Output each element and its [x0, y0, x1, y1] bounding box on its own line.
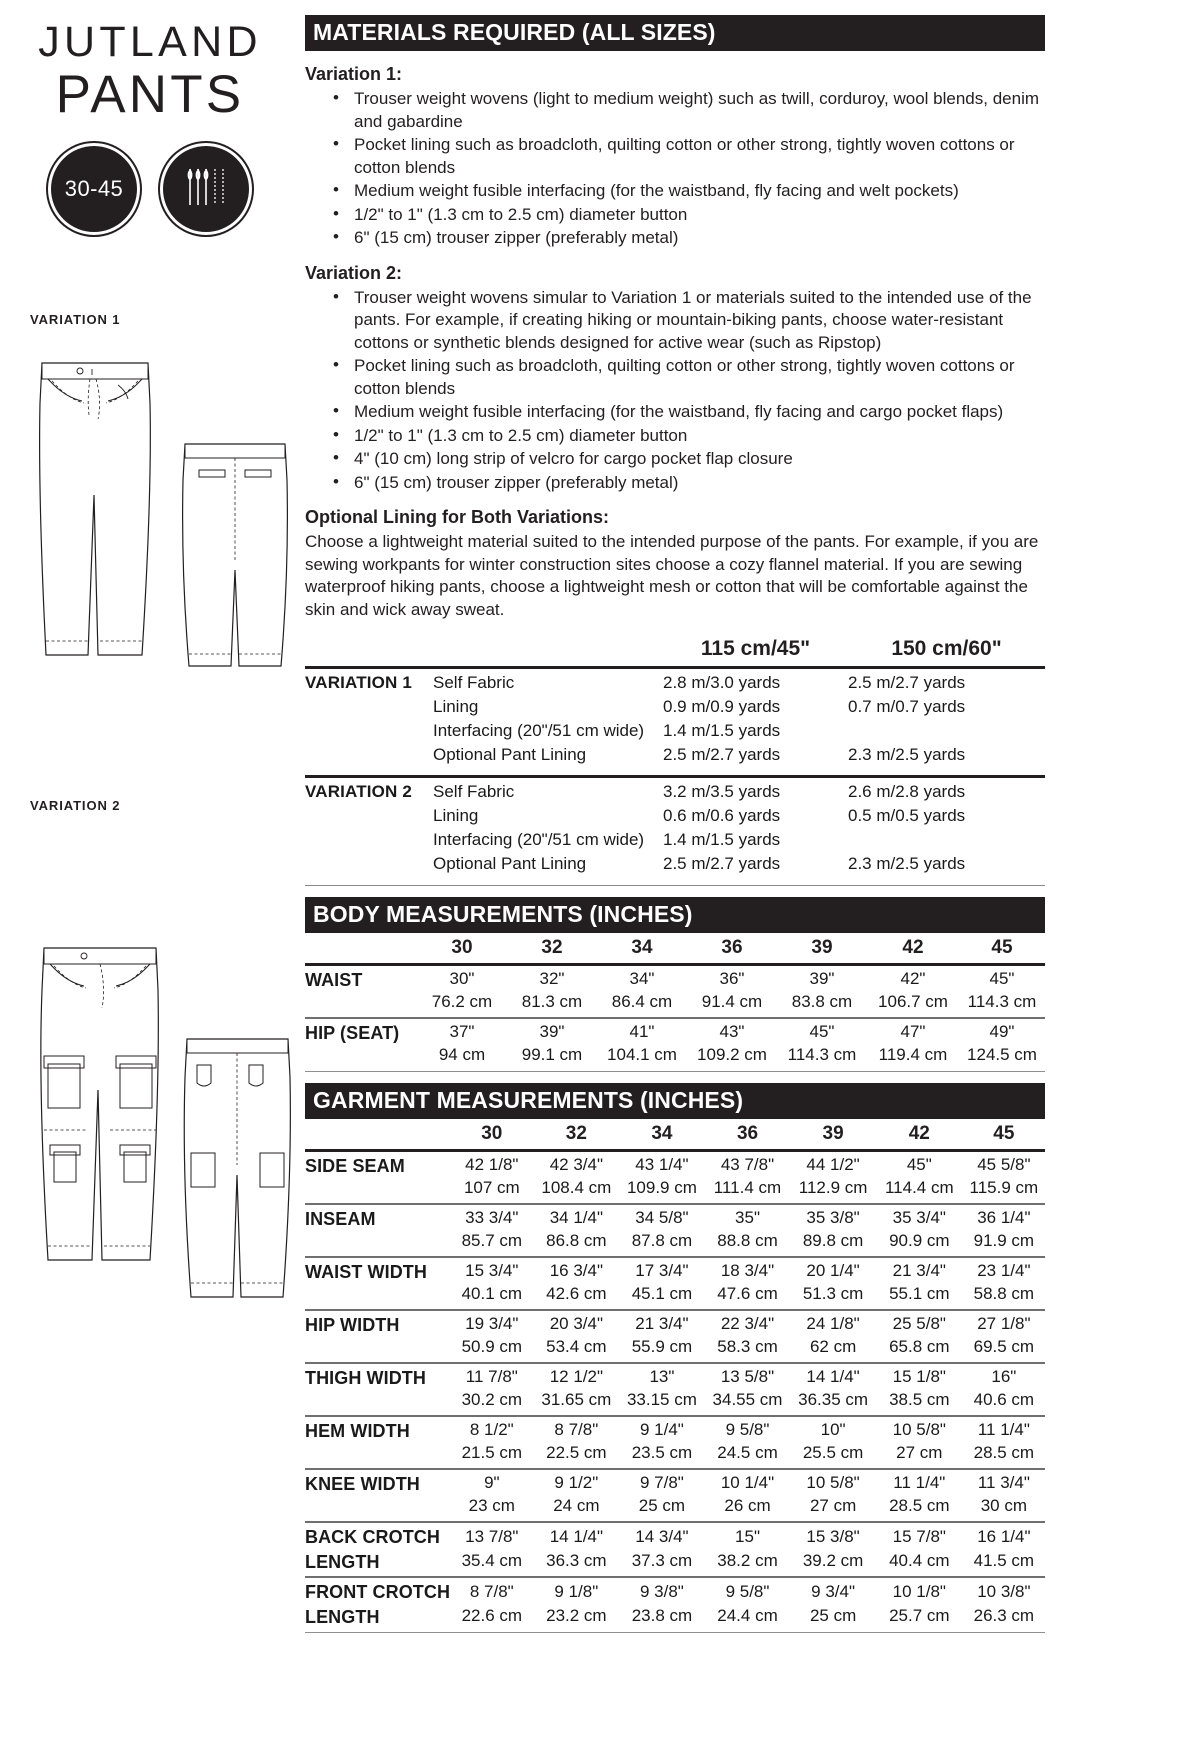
measurement-label: INSEAM	[305, 1209, 376, 1230]
measurement-value-cm: 69.5 cm	[973, 1337, 1035, 1357]
measurement-value-cm: 30.2 cm	[461, 1390, 523, 1410]
measurement-label-line2: LENGTH	[305, 1552, 380, 1573]
measurement-value-in: 9 1/2"	[554, 1473, 599, 1493]
size-header: 36	[736, 1122, 759, 1144]
measurement-value-cm: 24.5 cm	[717, 1443, 778, 1463]
variation-2-heading: Variation 2:	[305, 262, 403, 283]
measurement-value-cm: 55.9 cm	[631, 1337, 693, 1357]
list-item: • Medium weight fusible interfacing (for the waistband, fly facing and cargo pocket flaps)	[333, 401, 1045, 424]
yardage-115: 2.8 m/3.0 yards	[663, 672, 781, 692]
measurement-value-in: 21 3/4"	[892, 1261, 946, 1281]
measurement-value-in: 42 3/4"	[549, 1155, 603, 1175]
measurement-value-cm: 88.8 cm	[717, 1231, 778, 1251]
size-header: 30	[451, 936, 473, 958]
measurement-value-cm: 55.1 cm	[889, 1284, 950, 1304]
measurement-value-in: 9 3/4"	[811, 1582, 856, 1602]
variation-2-back-illustration	[175, 1025, 300, 1315]
table-row	[305, 1577, 1045, 1603]
yardage-material: Interfacing (20"/51 cm wide)	[433, 720, 645, 740]
yardage-material: Interfacing (20"/51 cm wide)	[433, 830, 645, 850]
measurement-value-cm: 119.4 cm	[878, 1045, 948, 1065]
measurement-label-line2: LENGTH	[305, 1607, 380, 1628]
measurement-value-in: 20 1/4"	[806, 1261, 860, 1281]
measurement-value-in: 11 1/4"	[977, 1420, 1030, 1440]
measurement-value-cm: 53.4 cm	[546, 1337, 607, 1357]
measurement-value-in: 10 5/8"	[892, 1420, 946, 1440]
measurement-value-cm: 51.3 cm	[802, 1284, 864, 1304]
measurement-value-in: 15 1/8"	[892, 1367, 946, 1387]
measurement-value-cm: 31.65 cm	[541, 1390, 612, 1410]
measurement-value-cm: 27 cm	[809, 1496, 857, 1516]
measurement-value-in: 19 3/4"	[465, 1314, 519, 1334]
measurement-value-cm: 23 cm	[468, 1496, 515, 1516]
measurement-value-cm: 81.3 cm	[521, 992, 583, 1012]
variation-1-heading: Variation 1:	[305, 64, 403, 85]
measurement-value-in: 11 1/4"	[893, 1473, 946, 1493]
needles-icon	[160, 143, 252, 235]
measurement-value-cm: 40.4 cm	[889, 1551, 950, 1571]
table-row	[305, 1548, 1045, 1575]
yardage-material: Lining	[433, 696, 479, 716]
size-header: 42	[902, 936, 924, 958]
garment-size-header-row	[305, 1119, 1045, 1148]
measurement-value-cm: 26.3 cm	[973, 1606, 1035, 1626]
measurement-value-cm: 58.8 cm	[973, 1284, 1035, 1304]
measurement-value-in: 11 7/8"	[465, 1367, 518, 1387]
measurement-value-cm: 22.6 cm	[461, 1606, 523, 1626]
size-range-label: 30-45	[64, 176, 124, 201]
measurement-value-cm: 36.3 cm	[546, 1551, 607, 1571]
table-row	[305, 1416, 1045, 1440]
measurement-label: SIDE SEAM	[305, 1156, 405, 1177]
measurement-value-in: 39"	[809, 969, 835, 989]
size-header: 32	[541, 936, 563, 958]
measurement-label: THIGH WIDTH	[305, 1368, 426, 1389]
measurement-value-cm: 50.9 cm	[461, 1337, 523, 1357]
measurement-value-cm: 109.2 cm	[697, 1045, 767, 1065]
measurement-label: WAIST	[305, 970, 363, 991]
measurement-value-cm: 86.4 cm	[611, 992, 673, 1012]
measurement-value-in: 10 5/8"	[806, 1473, 860, 1493]
measurement-value-in: 9 1/4"	[640, 1420, 684, 1440]
yardage-115: 3.2 m/3.5 yards	[663, 782, 781, 802]
variation-2-front-illustration	[30, 930, 170, 1280]
table-row	[305, 1310, 1045, 1334]
variation-1-front-illustration	[30, 345, 160, 675]
size-header: 42	[908, 1122, 930, 1144]
measurement-value-cm: 34.55 cm	[712, 1390, 783, 1410]
measurement-value-in: 22 3/4"	[720, 1314, 775, 1334]
measurement-value-in: 15 3/4"	[465, 1261, 519, 1281]
measurement-value-in: 16 3/4"	[549, 1261, 603, 1281]
materials-section-header: MATERIALS REQUIRED (ALL SIZES)	[305, 15, 1045, 51]
right-column	[305, 15, 1045, 1633]
yardage-115: 2.5 m/2.7 yards	[663, 744, 781, 764]
measurement-label: WAIST WIDTH	[305, 1262, 427, 1283]
measurement-value-in: 10"	[820, 1420, 846, 1440]
yardage-150: 0.5 m/0.5 yards	[848, 806, 966, 826]
size-header: 39	[822, 1122, 844, 1144]
measurement-value-in: 25 5/8"	[892, 1314, 946, 1334]
garment-measurements-table	[305, 1119, 1045, 1633]
yardage-150: 2.5 m/2.7 yards	[848, 672, 966, 692]
yardage-150	[848, 717, 1045, 741]
list-item: • Trouser weight wovens (light to medium weight) such as twill, corduroy, wool blends, denim and gabardine	[333, 88, 1045, 133]
variation-2-materials-list	[305, 287, 1045, 495]
measurement-value-cm: 124.5 cm	[967, 1045, 1037, 1065]
measurement-value-cm: 25 cm	[638, 1496, 686, 1516]
garment-measurements-section-header: GARMENT MEASUREMENTS (INCHES)	[305, 1083, 1045, 1119]
size-range-badge	[48, 143, 140, 235]
size-header: 45	[993, 1122, 1015, 1144]
measurement-value-in: 36 1/4"	[977, 1208, 1031, 1228]
measurement-label: KNEE WIDTH	[305, 1474, 420, 1495]
measurement-value-cm: 35.4 cm	[461, 1551, 523, 1571]
list-item: • Pocket lining such as broadcloth, quilting cotton or other strong, tightly woven cottons or cotton blends	[333, 134, 1045, 179]
measurement-value-in: 12 1/2"	[549, 1367, 603, 1387]
measurement-value-cm: 24 cm	[553, 1496, 600, 1516]
yardage-150: 2.3 m/2.5 yards	[848, 744, 966, 764]
measurement-value-cm: 86.8 cm	[546, 1231, 607, 1251]
yardage-material: Self Fabric	[433, 672, 515, 692]
pattern-name-line2: PANTS	[55, 65, 245, 124]
measurement-value-cm: 89.8 cm	[802, 1231, 864, 1251]
measurement-value-in: 9 5/8"	[725, 1420, 770, 1440]
measurement-label: HIP (SEAT)	[305, 1023, 400, 1044]
measurement-value-in: 35 3/4"	[892, 1208, 946, 1228]
yardage-150: 2.6 m/2.8 yards	[848, 782, 966, 802]
list-item: • 1/2" to 1" (1.3 cm to 2.5 cm) diameter button	[333, 425, 1045, 448]
yardage-col-150: 150 cm/60"	[891, 637, 1002, 661]
table-row	[305, 1018, 1045, 1042]
measurement-value-cm: 106.7 cm	[878, 992, 948, 1012]
measurement-value-cm: 114.4 cm	[884, 1178, 954, 1198]
yardage-col-115: 115 cm/45"	[700, 637, 811, 661]
measurement-value-in: 13"	[649, 1367, 675, 1387]
yardage-group-label: VARIATION 2	[305, 782, 413, 802]
measurement-value-in: 23 1/4"	[977, 1261, 1031, 1281]
measurement-value-in: 20 3/4"	[549, 1314, 603, 1334]
measurement-value-cm: 114.3 cm	[967, 992, 1037, 1012]
measurement-value-cm: 107 cm	[463, 1178, 520, 1198]
measurement-value-in: 45"	[989, 969, 1015, 989]
measurement-value-cm: 90.9 cm	[889, 1231, 950, 1251]
measurement-value-in: 43"	[719, 1022, 745, 1042]
measurement-value-in: 14 1/4"	[549, 1527, 603, 1547]
table-row	[305, 1204, 1045, 1228]
measurement-label: BACK CROTCH	[305, 1527, 440, 1548]
table-row	[305, 1257, 1045, 1281]
table-row	[305, 1363, 1045, 1387]
measurement-value-in: 45"	[906, 1155, 932, 1175]
measurement-value-cm: 109.9 cm	[626, 1178, 697, 1198]
measurement-value-cm: 62 cm	[809, 1337, 857, 1357]
table-row	[305, 1603, 1045, 1630]
measurement-value-cm: 83.8 cm	[791, 992, 853, 1012]
yardage-115: 0.6 m/0.6 yards	[663, 806, 781, 826]
measurement-value-cm: 22.5 cm	[546, 1443, 607, 1463]
yardage-header-row	[305, 637, 1045, 664]
measurement-value-in: 41"	[629, 1022, 655, 1042]
measurement-value-in: 13 7/8"	[465, 1527, 519, 1547]
measurement-value-in: 34 5/8"	[635, 1208, 689, 1228]
list-item: • Medium weight fusible interfacing (for the waistband, fly facing and welt pockets)	[333, 180, 1045, 203]
measurement-value-cm: 28.5 cm	[889, 1496, 950, 1516]
yardage-150: 0.7 m/0.7 yards	[848, 696, 966, 716]
measurement-value-in: 16"	[991, 1367, 1017, 1387]
measurement-label: HEM WIDTH	[305, 1421, 410, 1442]
measurement-value-cm: 23.5 cm	[631, 1443, 693, 1463]
measurement-value-cm: 91.4 cm	[701, 992, 763, 1012]
measurement-value-in: 33 3/4"	[465, 1208, 519, 1228]
measurement-value-cm: 36.35 cm	[798, 1390, 869, 1410]
measurement-value-in: 9 7/8"	[640, 1473, 684, 1493]
measurement-value-in: 35 3/8"	[806, 1208, 860, 1228]
body-size-header-row	[305, 933, 1045, 962]
variation-1-label: VARIATION 1	[30, 312, 121, 327]
body-measurements-section-header: BODY MEASUREMENTS (INCHES)	[305, 897, 1045, 933]
yardage-150	[848, 826, 1045, 850]
table-row	[305, 1522, 1045, 1548]
measurement-value-in: 9 5/8"	[725, 1582, 770, 1602]
measurement-value-cm: 108.4 cm	[541, 1178, 612, 1198]
measurement-value-in: 34 1/4"	[549, 1208, 603, 1228]
measurement-value-in: 43 7/8"	[720, 1155, 775, 1175]
measurement-value-in: 17 3/4"	[635, 1261, 689, 1281]
list-item: • 4" (10 cm) long strip of velcro for cargo pocket flap closure	[333, 448, 1045, 471]
yardage-150: 2.3 m/2.5 yards	[848, 854, 966, 874]
size-header: 34	[631, 936, 653, 958]
optional-lining-heading: Optional Lining for Both Variations:	[305, 507, 609, 528]
measurement-value-cm: 85.7 cm	[461, 1231, 523, 1251]
yardage-material: Lining	[433, 806, 479, 826]
yardage-115: 2.5 m/2.7 yards	[663, 854, 781, 874]
measurement-value-cm: 26 cm	[724, 1496, 771, 1516]
measurement-value-cm: 39.2 cm	[802, 1551, 864, 1571]
yardage-115: 1.4 m/1.5 yards	[663, 720, 781, 740]
measurement-value-in: 14 3/4"	[635, 1527, 689, 1547]
size-header: 39	[811, 936, 833, 958]
measurement-value-cm: 37.3 cm	[631, 1551, 693, 1571]
measurement-value-in: 24 1/8"	[806, 1314, 860, 1334]
pattern-name-line1: JUTLAND	[38, 18, 262, 66]
list-item: • Pocket lining such as broadcloth, quilting cotton or other strong, tightly woven cottons or cotton blends	[333, 355, 1045, 400]
measurement-value-in: 32"	[539, 969, 565, 989]
measurement-value-cm: 94 cm	[438, 1045, 486, 1065]
measurement-value-cm: 25 cm	[809, 1606, 857, 1626]
table-row	[305, 965, 1045, 990]
measurement-value-cm: 104.1 cm	[607, 1045, 677, 1065]
size-header: 45	[991, 936, 1013, 958]
measurement-value-in: 34"	[629, 969, 655, 989]
measurement-value-cm: 45.1 cm	[631, 1284, 693, 1304]
table-row	[305, 1469, 1045, 1493]
yardage-group-label: VARIATION 1	[305, 672, 413, 692]
left-column	[0, 0, 300, 1749]
measurement-value-cm: 23.2 cm	[546, 1606, 607, 1626]
measurement-value-cm: 33.15 cm	[626, 1390, 697, 1410]
measurement-value-in: 8 7/8"	[554, 1420, 599, 1440]
measurement-value-in: 45"	[809, 1022, 835, 1042]
measurement-value-in: 9 3/8"	[640, 1582, 684, 1602]
measurement-value-in: 42"	[900, 969, 926, 989]
measurement-value-cm: 87.8 cm	[631, 1231, 693, 1251]
measurement-value-cm: 40.1 cm	[461, 1284, 523, 1304]
measurement-value-in: 43 1/4"	[635, 1155, 689, 1175]
measurement-value-in: 18 3/4"	[720, 1261, 775, 1281]
measurement-value-cm: 38.5 cm	[889, 1390, 950, 1410]
yardage-material: Optional Pant Lining	[433, 854, 587, 874]
size-header: 36	[721, 936, 743, 958]
measurement-value-cm: 27 cm	[896, 1443, 943, 1463]
variation-2-label: VARIATION 2	[30, 798, 121, 813]
body-measurements-table	[305, 933, 1045, 1072]
measurement-value-in: 9 1/8"	[554, 1582, 599, 1602]
variation-1-back-illustration	[175, 430, 295, 680]
measurement-value-cm: 112.9 cm	[798, 1178, 868, 1198]
size-header: 34	[651, 1122, 673, 1144]
measurement-value-cm: 25.5 cm	[802, 1443, 864, 1463]
measurement-value-cm: 23.8 cm	[631, 1606, 693, 1626]
measurement-value-cm: 76.2 cm	[431, 992, 493, 1012]
measurement-value-cm: 28.5 cm	[973, 1443, 1035, 1463]
measurement-value-cm: 91.9 cm	[973, 1231, 1035, 1251]
measurement-value-in: 10 1/8"	[892, 1582, 946, 1602]
measurement-value-in: 39"	[539, 1022, 565, 1042]
measurement-value-in: 15"	[735, 1527, 760, 1547]
measurement-value-cm: 40.6 cm	[973, 1390, 1035, 1410]
measurement-value-in: 11 3/4"	[977, 1473, 1030, 1493]
measurement-value-cm: 25.7 cm	[889, 1606, 950, 1626]
table-row	[305, 667, 1045, 693]
list-item: • 1/2" to 1" (1.3 cm to 2.5 cm) diameter button	[333, 204, 1045, 227]
measurement-value-cm: 21.5 cm	[461, 1443, 523, 1463]
measurement-value-cm: 41.5 cm	[973, 1551, 1035, 1571]
measurement-value-in: 10 3/8"	[977, 1582, 1031, 1602]
measurement-value-in: 49"	[989, 1022, 1015, 1042]
measurement-value-cm: 114.3 cm	[787, 1045, 857, 1065]
measurement-value-cm: 42.6 cm	[546, 1284, 607, 1304]
measurement-value-in: 27 1/8"	[977, 1314, 1031, 1334]
measurement-label: HIP WIDTH	[305, 1315, 400, 1336]
measurement-value-cm: 24.4 cm	[717, 1606, 778, 1626]
measurement-value-in: 44 1/2"	[806, 1155, 860, 1175]
measurement-value-cm: 58.3 cm	[717, 1337, 778, 1357]
measurement-value-in: 13 5/8"	[720, 1367, 775, 1387]
measurement-label: FRONT CROTCH	[305, 1582, 451, 1603]
measurement-value-in: 42 1/8"	[465, 1155, 519, 1175]
yardage-material: Optional Pant Lining	[433, 744, 587, 764]
measurement-value-cm: 65.8 cm	[889, 1337, 950, 1357]
measurement-value-in: 14 1/4"	[806, 1367, 860, 1387]
measurement-value-cm: 99.1 cm	[521, 1045, 583, 1065]
measurement-value-in: 8 1/2"	[469, 1420, 514, 1440]
measurement-value-in: 36"	[719, 969, 745, 989]
table-row	[305, 1151, 1045, 1176]
yardage-material: Self Fabric	[433, 782, 515, 802]
measurement-value-in: 21 3/4"	[635, 1314, 689, 1334]
table-row	[305, 777, 1045, 803]
list-item: • 6" (15 cm) trouser zipper (preferably metal)	[333, 472, 1045, 495]
measurement-value-in: 8 7/8"	[469, 1582, 514, 1602]
measurement-value-in: 30"	[449, 969, 475, 989]
variation-1-materials-list	[305, 88, 1045, 250]
measurement-value-cm: 38.2 cm	[717, 1551, 778, 1571]
measurement-value-in: 45 5/8"	[977, 1155, 1031, 1175]
yardage-table	[305, 637, 1045, 886]
size-header: 30	[481, 1122, 503, 1144]
measurement-value-in: 37"	[449, 1022, 475, 1042]
measurement-value-in: 9"	[484, 1473, 500, 1493]
badge-row	[0, 143, 300, 235]
yardage-115: 1.4 m/1.5 yards	[663, 830, 781, 850]
measurement-value-in: 15 3/8"	[806, 1527, 860, 1547]
measurement-value-in: 47"	[900, 1022, 926, 1042]
measurement-value-in: 35"	[735, 1208, 760, 1228]
size-header: 32	[565, 1122, 587, 1144]
measurement-value-cm: 47.6 cm	[717, 1284, 778, 1304]
measurement-value-in: 10 1/4"	[720, 1473, 775, 1493]
optional-lining-paragraph: Choose a lightweight material suited to the intended purpose of the pants. For example, if you are sewing workpants for winter construction sites choose a cozy flannel material. If you are sewing waterproof hiking pants, choose a lightweight mesh or cotton that will be comfortable against the skin and wick away sweat.	[305, 532, 1039, 619]
measurement-value-in: 16 1/4"	[977, 1527, 1031, 1547]
list-item: • Trouser weight wovens simular to Variation 1 or materials suited to the intended use of the pants. For example, if creating hiking or mountain-biking pants, choose water-resistant cottons or synthetic blends designed for active wear (such as Ripstop)	[333, 287, 1045, 355]
measurement-value-cm: 115.9 cm	[969, 1178, 1039, 1198]
measurement-value-cm: 111.4 cm	[713, 1178, 782, 1198]
yardage-115: 0.9 m/0.9 yards	[663, 696, 781, 716]
measurement-value-cm: 30 cm	[980, 1496, 1028, 1516]
measurement-value-in: 15 7/8"	[892, 1527, 946, 1547]
list-item: • 6" (15 cm) trouser zipper (preferably metal)	[333, 227, 1045, 250]
